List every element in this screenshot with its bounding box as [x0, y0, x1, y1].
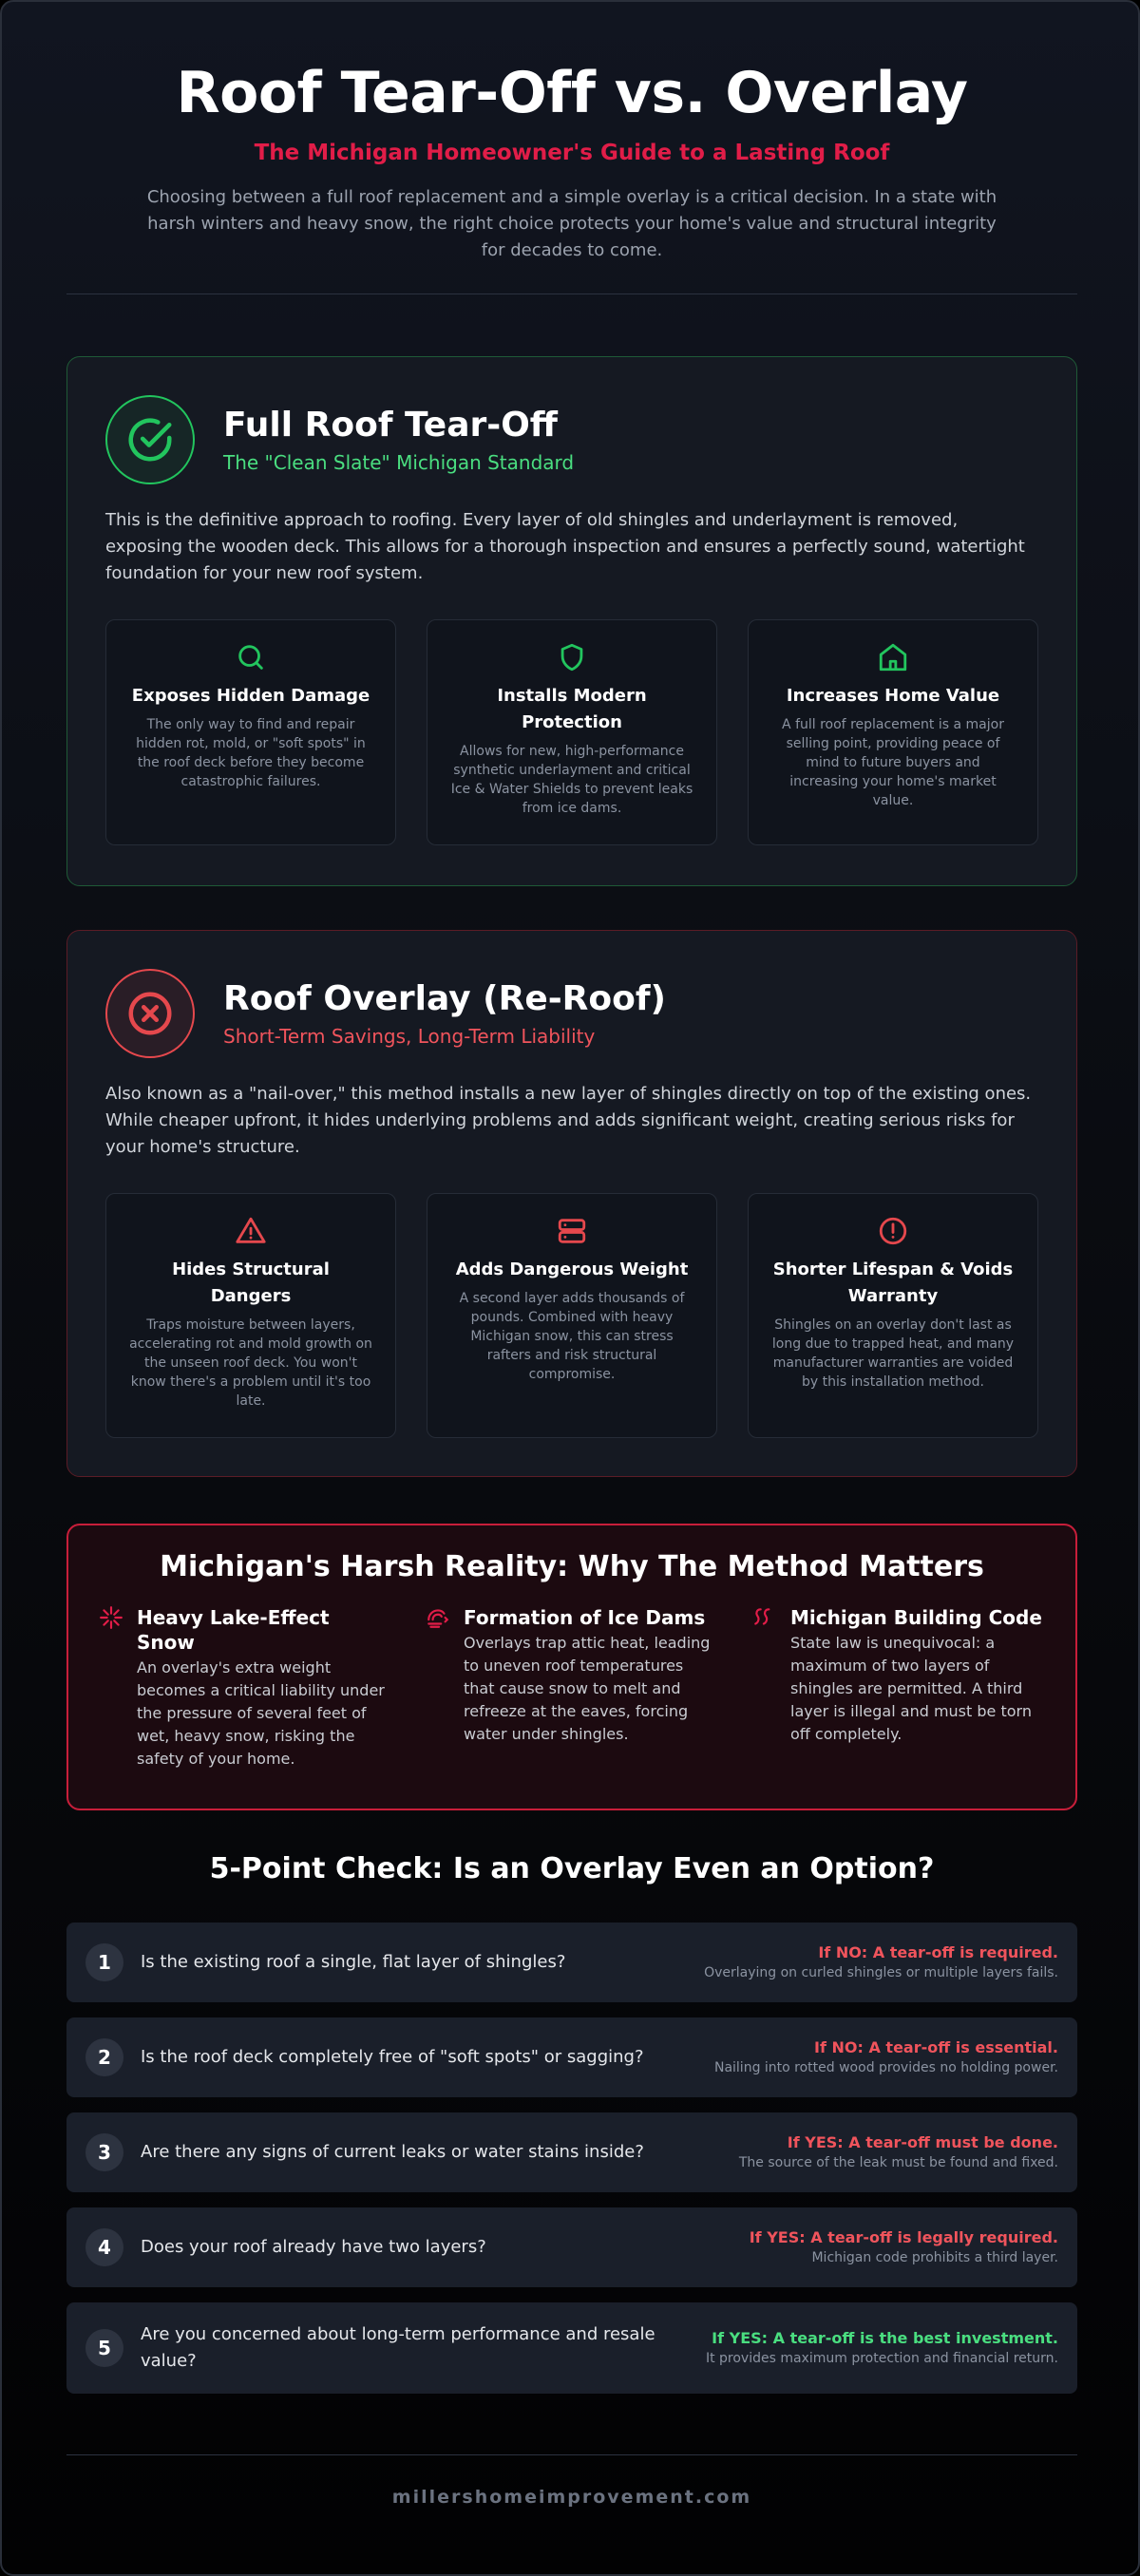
- header: [2, 59, 1140, 264]
- legal-code-icon: [752, 1605, 781, 1771]
- tearoff-header: [105, 395, 1038, 484]
- tearoff-tagline: The "Clean Slate" Michigan Standard: [223, 451, 575, 474]
- footer-website[interactable]: millershomeimprovement.com: [391, 2487, 752, 2508]
- page-subtitle: The Michigan Homeowner's Guide to a Lasting Roof: [254, 141, 890, 165]
- checklist-question: Does your roof already have two layers?: [141, 2237, 486, 2257]
- michigan-item-title: Heavy Lake-Effect Snow: [137, 1606, 330, 1654]
- checklist-answer: If YES: A tear-off is legally required.: [749, 2228, 1058, 2246]
- tearoff-description: This is the definitive approach to roofing. Every layer of old shingles and underlayment is removed, exposing the wooden deck. This allows for a thorough inspection and ensures a perfectly sound, watertight foundation for your new roof system.: [105, 510, 1025, 583]
- feature-text: A second layer adds thousands of pounds. Combined with heavy Michigan snow, this can stress rafters and risk structural compromise.: [459, 1291, 685, 1382]
- overlay-card: [66, 930, 1077, 1477]
- feature-card: [748, 1193, 1038, 1438]
- shield-icon: [556, 641, 588, 673]
- michigan-item-text: State law is unequivocal: a maximum of two layers of shingles are permitted. A third layer is illegal and must be torn off completely.: [790, 1634, 1032, 1743]
- michigan-item-text: An overlay's extra weight becomes a critical liability under the pressure of several feet of wet, heavy snow, risking the safety of your home.: [137, 1658, 385, 1768]
- step-number: 5: [86, 2329, 124, 2367]
- tearoff-card: [66, 356, 1077, 886]
- feature-text: Traps moisture between layers, accelerating rot and mold growth on the unseen roof deck. You won't know there's a problem until it's too late.: [129, 1317, 372, 1409]
- feature-title: Hides Structural Dangers: [172, 1260, 330, 1306]
- michigan-item: [752, 1605, 1045, 1771]
- x-circle-icon: [105, 969, 195, 1058]
- feature-card: [427, 1193, 717, 1438]
- overlay-tagline: Short-Term Savings, Long-Term Liability: [223, 1025, 596, 1048]
- feature-title: Shorter Lifespan & Voids Warranty: [772, 1260, 1014, 1306]
- michigan-item: [99, 1605, 391, 1771]
- checklist-item: [66, 2112, 1077, 2192]
- tearoff-features: [105, 619, 1038, 845]
- michigan-item: [426, 1605, 718, 1771]
- alert-circle-icon: [877, 1215, 909, 1247]
- page-title: Roof Tear-Off vs. Overlay: [176, 60, 968, 126]
- checklist-question: Is the existing roof a single, flat layer of shingles?: [141, 1952, 566, 1972]
- overlay-title: Roof Overlay (Re-Roof): [223, 979, 666, 1018]
- checklist-detail: Michigan code prohibits a third layer.: [811, 2250, 1058, 2265]
- checklist-detail: It provides maximum protection and financial return.: [705, 2351, 1058, 2366]
- checklist-question: Are you concerned about long-term performance and resale value?: [141, 2324, 656, 2371]
- snowflake-icon: [99, 1605, 127, 1771]
- feature-title: Exposes Hidden Damage: [131, 686, 370, 706]
- check-circle-icon: [105, 395, 195, 484]
- checklist-item: [66, 2017, 1077, 2097]
- feature-card: [105, 619, 396, 845]
- checklist-answer: If NO: A tear-off is required.: [818, 1943, 1058, 1961]
- home-icon: [877, 641, 909, 673]
- checklist-detail: Overlaying on curled shingles or multiple layers fails.: [704, 1965, 1058, 1980]
- feature-text: Allows for new, high-performance synthetic underlayment and critical Ice & Water Shields to prevent leaks from ice dams.: [450, 744, 694, 816]
- checklist-answer: If YES: A tear-off is the best investment.: [712, 2329, 1058, 2347]
- step-number: 2: [86, 2038, 124, 2076]
- footer-divider: [66, 2454, 1077, 2455]
- checklist-item: [66, 2302, 1077, 2394]
- overlay-features: [105, 1193, 1038, 1438]
- step-number: 3: [86, 2133, 124, 2171]
- feature-text: The only way to find and repair hidden rot, mold, or "soft spots" in the roof deck before they become catastrophic failures.: [136, 717, 366, 789]
- feature-title: Increases Home Value: [786, 686, 1000, 706]
- checklist-answer: If NO: A tear-off is essential.: [814, 2038, 1058, 2056]
- checklist-title: 5-Point Check: Is an Overlay Even an Option?: [209, 1852, 935, 1885]
- feature-title: Installs Modern Protection: [497, 686, 647, 732]
- feature-card: [427, 619, 717, 845]
- checklist-detail: Nailing into rotted wood provides no holding power.: [713, 2060, 1058, 2075]
- warning-icon: [235, 1215, 267, 1247]
- checklist-item: [66, 2207, 1077, 2287]
- checklist-item: [66, 1923, 1077, 2002]
- search-icon: [235, 641, 267, 673]
- tearoff-title: Full Roof Tear-Off: [223, 406, 558, 445]
- checklist-answer: If YES: A tear-off must be done.: [787, 2133, 1058, 2151]
- step-number: 4: [86, 2228, 124, 2266]
- overlay-header: [105, 969, 1038, 1058]
- michigan-item-title: Michigan Building Code: [790, 1606, 1042, 1629]
- intro-text: Choosing between a full roof replacement and a simple overlay is a critical decision. In a state with harsh winters and heavy snow, the right choice protects your home's value and structural integrity for decades to come.: [146, 187, 998, 260]
- michigan-reality-box: [66, 1524, 1077, 1810]
- checklist-question: Is the roof deck completely free of "soft spots" or sagging?: [141, 2047, 644, 2067]
- michigan-title: Michigan's Harsh Reality: Why The Method Matters: [160, 1550, 984, 1583]
- step-number: 1: [86, 1943, 124, 1981]
- feature-card: [748, 619, 1038, 845]
- feature-card: [105, 1193, 396, 1438]
- ice-dam-icon: [426, 1605, 454, 1771]
- michigan-item-text: Overlays trap attic heat, leading to uneven roof temperatures that cause snow to melt and refreeze at the eaves, forcing water under shingles.: [464, 1634, 711, 1743]
- feature-text: A full roof replacement is a major selling point, providing peace of mind to future buyers and increasing your home's market value.: [782, 717, 1004, 808]
- stack-icon: [556, 1215, 588, 1247]
- feature-text: Shingles on an overlay don't last as long due to trapped heat, and many manufacturer warranties are voided by this installation method.: [771, 1317, 1015, 1390]
- feature-title: Adds Dangerous Weight: [455, 1260, 689, 1279]
- checklist-question: Are there any signs of current leaks or water stains inside?: [141, 2142, 644, 2162]
- overlay-description: Also known as a "nail-over," this method installs a new layer of shingles directly on top of the existing ones. While cheaper upfront, it hides underlying problems and adds significant weight, creating serious risks for your home's structure.: [105, 1084, 1032, 1157]
- michigan-item-title: Formation of Ice Dams: [464, 1606, 706, 1629]
- checklist-detail: The source of the leak must be found and fixed.: [738, 2155, 1058, 2170]
